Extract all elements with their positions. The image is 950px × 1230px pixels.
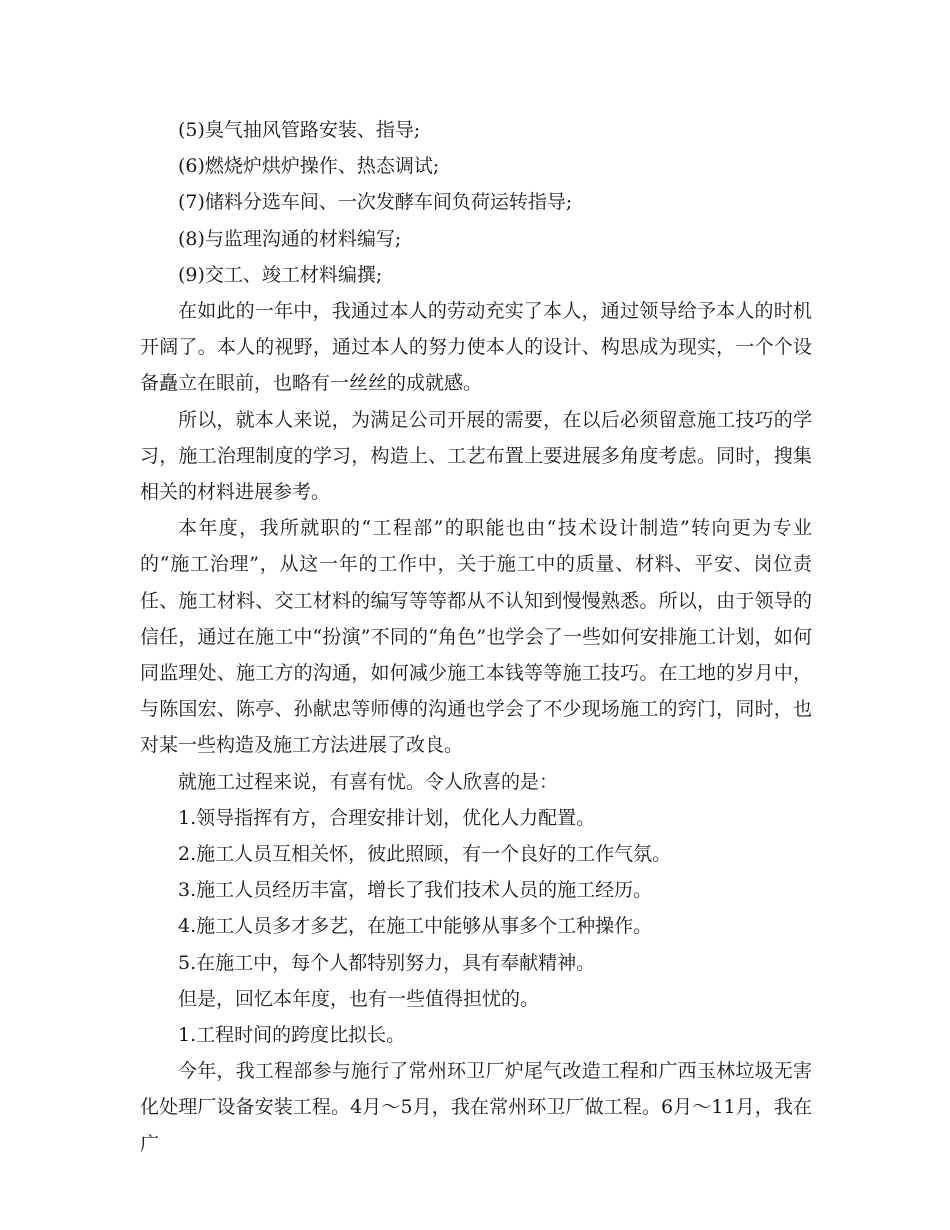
- joy-item: 4.施工人员多才多艺，在施工中能够从事多个工种操作。: [178, 915, 653, 938]
- list-item: (7)储料分选车间、一次发酵车间负荷运转指导;: [178, 191, 573, 214]
- joy-item: 1.领导指挥有方，合理安排计划，优化人力配置。: [178, 806, 596, 829]
- paragraph-department-role: 本年度，我所就职的“工程部”的职能也由“技术设计制造”转向更为专业的“施工治理”，从这一年的工作中，关于施工中的质量、材料、平安、岗位责任、施工材料、交工材料的编写等等都从不认知到慢慢熟悉。所以，由于领导的信任，通过在施工中“扮演”不同的“角色”也学会了一些如何安排施工计划，如何同监理处、施工方的沟通，如何减少施工本钱等等施工技巧。在工地的岁月中，与陈国宏、陈亭、孙献忠等师傅的沟通也学会了不少现场施工的窍门，同时，也对某一些构造及施工方法进展了改良。: [140, 517, 812, 757]
- joy-item: 5.在施工中，每个人都特别努力，具有奉献精神。: [178, 951, 596, 974]
- paragraph-projects: 今年，我工程部参与施行了常州环卫厂炉尾气改造工程和广西玉林垃圾无害化处理厂设备安装工程。4月～5月，我在常州环卫厂做工程。6月～11月，我在广: [140, 1060, 812, 1155]
- list-item: (9)交工、竣工材料编撰;: [178, 263, 383, 286]
- joy-intro: 就施工过程来说，有喜有忧。令人欣喜的是：: [178, 770, 559, 793]
- paragraph-learning-plan: 所以，就本人来说，为满足公司开展的需要，在以后必须留意施工技巧的学习，施工治理制度的学习，构造上、工艺布置上要进展多角度考虑。同时，搜集相关的材料进展参考。: [140, 408, 812, 504]
- joy-item: 2.施工人员互相关怀，彼此照顾，有一个良好的工作气氛。: [178, 843, 672, 866]
- list-item: (8)与监理沟通的材料编写;: [178, 227, 402, 250]
- list-item: (5)臭气抽风管路安装、指导;: [178, 119, 421, 141]
- joy-item: 3.施工人员经历丰富，增长了我们技术人员的施工经历。: [178, 879, 653, 902]
- document-body: [140, 112, 812, 1162]
- worry-intro: 但是，回忆本年度，也有一些值得担忧的。: [178, 987, 540, 1010]
- list-item: (6)燃烧炉烘炉操作、热态调试;: [178, 155, 440, 178]
- paragraph-achievement: 在如此的一年中，我通过本人的劳动充实了本人，通过领导给予本人的时机开阔了。本人的视野，通过本人的努力使本人的设计、构思成为现实，一个个设备矗立在眼前，也略有一丝丝的成就感。: [140, 300, 812, 395]
- worry-item: 1.工程时间的跨度比拟长。: [178, 1024, 406, 1047]
